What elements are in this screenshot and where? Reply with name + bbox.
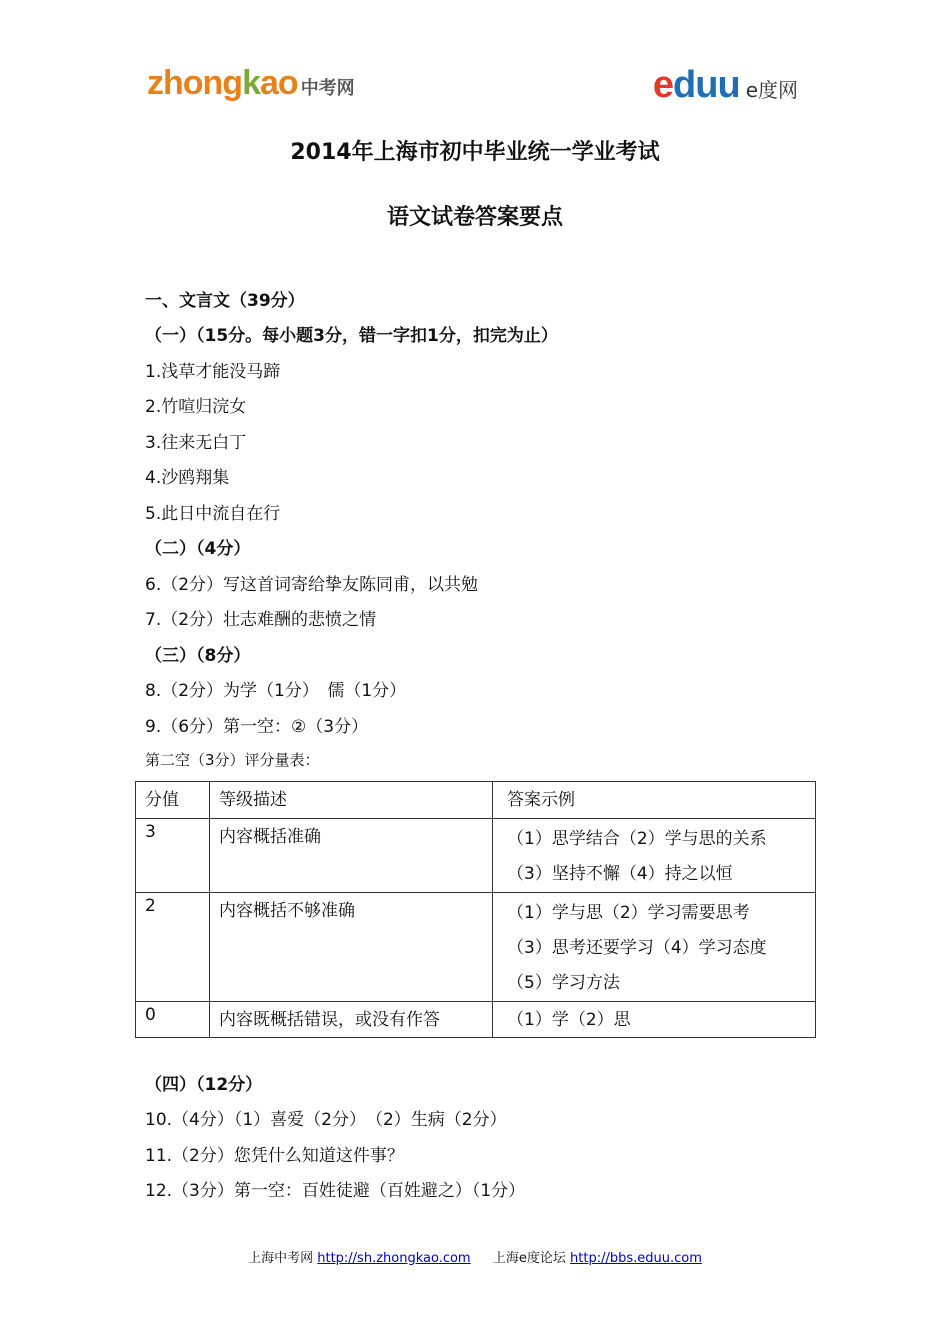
table-header-row <box>136 782 816 819</box>
subsection-heading-3: （三）（8分） <box>145 646 251 666</box>
example-line: （5）学习方法 <box>507 973 620 993</box>
answer-line-8: 8.（2分）为学（1分） 儒（1分） <box>145 681 407 701</box>
zhongkao-logo-cn: 中考网 <box>300 78 355 99</box>
zhongkao-logo-text: zhongkao <box>147 64 298 102</box>
example-line: （1）学与思（2）学习需要思考 <box>507 903 750 923</box>
answer-line-3: 3.往来无白丁 <box>145 433 247 453</box>
row-score: 2 <box>136 893 210 1002</box>
table-row <box>136 819 816 893</box>
row-examples <box>493 1002 816 1038</box>
answer-line-9: 9.（6分）第一空：②（3分） <box>145 717 369 737</box>
eduu-logo-text: eduu <box>652 64 740 106</box>
subsection-heading-2: （二）（4分） <box>145 539 251 559</box>
eduu-logo-cn: e度网 <box>745 78 798 102</box>
row-score: 0 <box>136 1002 210 1038</box>
example-line: （3）坚持不懈（4）持之以恒 <box>507 864 733 884</box>
row-score: 3 <box>136 819 210 893</box>
document-title: 2014年上海市初中毕业统一学业考试 <box>290 140 660 165</box>
section-heading-classical-chinese: 一、文言文（39分） <box>145 291 305 311</box>
example-line: （1）思学结合（2）学与思的关系 <box>507 829 767 849</box>
answer-line-2: 2.竹喧归浣女 <box>145 397 247 417</box>
answer-line-4: 4.沙鸥翔集 <box>145 468 230 488</box>
example-line: （3）思考还要学习（4）学习态度 <box>507 938 767 958</box>
answer-line-12: 12.（3分）第一空：百姓徒避（百姓避之）（1分） <box>145 1181 526 1201</box>
zhongkao-logo <box>147 64 355 104</box>
answer-line-6: 6.（2分）写这首词寄给挚友陈同甫，以共勉 <box>145 575 479 595</box>
row-desc: 内容概括准确 <box>210 819 493 893</box>
header-example: 答案示例 <box>493 782 816 819</box>
header-score: 分值 <box>136 782 210 819</box>
rubric-caption: 第二空（3分）评分量表： <box>145 751 320 769</box>
answer-line-10: 10.（4分）（1）喜爱（2分） （2）生病（2分） <box>145 1110 507 1130</box>
row-desc: 内容既概括错误，或没有作答 <box>210 1002 493 1038</box>
footer-link-zhongkao[interactable]: http://sh.zhongkao.com <box>317 1251 471 1266</box>
answer-line-7: 7.（2分）壮志难酬的悲愤之情 <box>145 610 377 630</box>
answer-line-1: 1.浅草才能没马蹄 <box>145 362 281 382</box>
table-row <box>136 1002 816 1038</box>
footer-label-eduu: 上海e度论坛 <box>492 1251 566 1266</box>
answer-line-11: 11.（2分）您凭什么知道这件事？ <box>145 1146 404 1166</box>
scoring-rubric-table <box>135 781 816 1038</box>
row-desc: 内容概括不够准确 <box>210 893 493 1002</box>
document-subtitle: 语文试卷答案要点 <box>386 205 563 230</box>
subsection-heading-4: （四）（12分） <box>145 1075 263 1095</box>
table-row <box>136 893 816 1002</box>
row-examples <box>493 819 816 893</box>
answer-line-5: 5.此日中流自在行 <box>145 504 281 524</box>
header-level: 等级描述 <box>210 782 493 819</box>
example-line: （1）学（2）思 <box>507 1010 631 1030</box>
footer-label-zhongkao: 上海中考网 <box>248 1251 314 1266</box>
row-examples <box>493 893 816 1002</box>
footer-link-eduu[interactable]: http://bbs.eduu.com <box>570 1251 702 1266</box>
eduu-logo <box>653 64 798 104</box>
page-footer <box>0 1247 950 1266</box>
subsection-heading-1: （一）（15分。每小题3分，错一字扣1分，扣完为止） <box>145 326 558 346</box>
